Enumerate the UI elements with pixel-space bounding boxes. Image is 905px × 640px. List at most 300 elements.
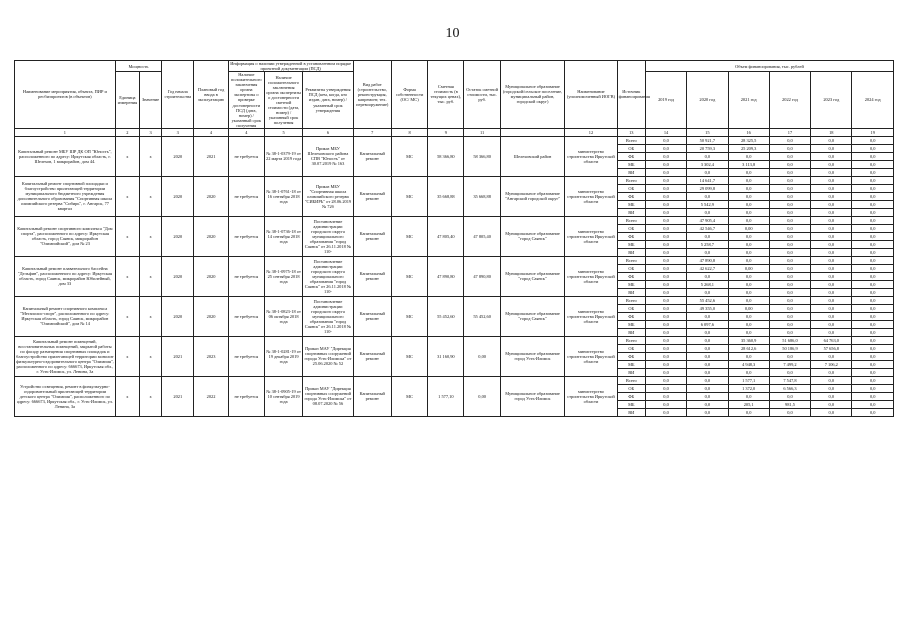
start-year: 2020 bbox=[162, 216, 194, 256]
funding-amount: 0,0 bbox=[645, 168, 686, 176]
funding-amount: 0,0 bbox=[811, 280, 852, 288]
capacity-value: x bbox=[139, 176, 161, 216]
funding-amount: 28 612,6 bbox=[728, 344, 769, 352]
ownership-form: МС bbox=[391, 376, 427, 416]
funding-amount: 0,0 bbox=[728, 392, 769, 400]
funding-amount: 0,0 bbox=[811, 144, 852, 152]
funding-amount: 29 099,8 bbox=[687, 184, 728, 192]
funding-amount: 0,0 bbox=[811, 216, 852, 224]
header-source: Источник финансирования bbox=[617, 61, 645, 129]
funding-amount: 0,0 bbox=[769, 200, 810, 208]
funding-amount: 0,0 bbox=[852, 160, 894, 168]
remaining-cost: 47 805,40 bbox=[464, 216, 500, 256]
funding-amount: 0,0 bbox=[728, 352, 769, 360]
funding-amount: 0,0 bbox=[852, 280, 894, 288]
work-type: Капитальный ремонт bbox=[353, 296, 391, 336]
psd-approval: Приказ МБУ Шелеховского района СПВ "Юность" от 30.07.2019 № 163 bbox=[303, 136, 353, 176]
psd-approval: Приказ МАУ "Дирекция спортивных сооружений города Усть-Илимска" от 08.07.2020 № 56 bbox=[303, 376, 353, 416]
start-year: 2020 bbox=[162, 136, 194, 176]
funding-amount: 981,5 bbox=[769, 400, 810, 408]
estimate-cost: 47 890,80 bbox=[428, 256, 464, 296]
investment-table bbox=[14, 60, 894, 417]
funding-amount: 0,0 bbox=[811, 232, 852, 240]
header-work-type: Вид работ (строительство, реконструкция, капремонт, тех. перевооружение) bbox=[353, 61, 391, 129]
funding-amount: 0,0 bbox=[728, 408, 769, 416]
funding-amount: 0,0 bbox=[852, 360, 894, 368]
municipality: Муниципальное образование город Усть-Илимск bbox=[500, 376, 565, 416]
funding-amount: 0,0 bbox=[728, 240, 769, 248]
funding-amount: 0,0 bbox=[769, 272, 810, 280]
funding-amount: 0,0 bbox=[852, 168, 894, 176]
funding-amount: 4 948,3 bbox=[728, 360, 769, 368]
funding-source: ОБ bbox=[617, 144, 645, 152]
expertise-status: не требуется bbox=[228, 256, 264, 296]
funding-amount: 0,0 bbox=[769, 256, 810, 264]
funding-amount: 7 499,2 bbox=[769, 360, 810, 368]
funding-amount: 0,0 bbox=[769, 208, 810, 216]
funding-source: Всего bbox=[617, 216, 645, 224]
funding-amount: 0,0 bbox=[687, 192, 728, 200]
funding-amount: 0,0 bbox=[687, 336, 728, 344]
funding-amount: 0,0 bbox=[687, 288, 728, 296]
funding-amount: 49 355,0 bbox=[687, 304, 728, 312]
funding-amount: 51 686,0 bbox=[769, 336, 810, 344]
psd-approval: Постановление администрации городского округа муниципального образования "город Саянск" от 26.11.2018 № 110- bbox=[303, 216, 353, 256]
object-name: Капитальный ремонт спортивной площадки и благоустройство прилегающей территории муниципального бюджетного учреждения дополнительного образования "Спортивная школа олимпийского резерва "Сибирь", г. Ангарск, 77 квартал bbox=[15, 176, 116, 216]
ownership-form: МС bbox=[391, 336, 427, 376]
funding-amount: 0,0 bbox=[687, 352, 728, 360]
column-number: 1 bbox=[15, 128, 116, 136]
table-row bbox=[15, 296, 894, 304]
expertise-status: не требуется bbox=[228, 136, 264, 176]
funding-amount: 0,0 bbox=[811, 240, 852, 248]
column-number: 6 bbox=[303, 128, 353, 136]
capacity-value: x bbox=[139, 256, 161, 296]
funding-amount: 0,0 bbox=[728, 320, 769, 328]
column-number: 17 bbox=[769, 128, 810, 136]
funding-amount: 0,0 bbox=[728, 272, 769, 280]
funding-amount: 0,0 bbox=[852, 408, 894, 416]
funding-amount: 6 097,6 bbox=[687, 320, 728, 328]
column-number: 11 bbox=[464, 128, 500, 136]
estimate-cost: 47 805,40 bbox=[428, 216, 464, 256]
expertise-status: не требуется bbox=[228, 336, 264, 376]
ownership-form: МС bbox=[391, 176, 427, 216]
municipality: Муниципальное образование "Ангарский городской округ" bbox=[500, 176, 565, 216]
expertise-status: не требуется bbox=[228, 216, 264, 256]
funding-amount: 0,0 bbox=[852, 312, 894, 320]
funding-amount: 0,0 bbox=[811, 296, 852, 304]
funding-amount: 0,0 bbox=[769, 144, 810, 152]
funding-amount: 0,0 bbox=[769, 216, 810, 224]
funding-amount: 0,0 bbox=[811, 200, 852, 208]
municipality: Муниципальное образование город Усть-Илимск bbox=[500, 336, 565, 376]
funding-amount: 0,0 bbox=[728, 280, 769, 288]
column-number: 8 bbox=[391, 128, 427, 136]
funding-amount: 0,0 bbox=[728, 232, 769, 240]
funding-amount: 0,0 bbox=[645, 296, 686, 304]
funding-amount: 0,0 bbox=[811, 384, 852, 392]
funding-amount: 0,0 bbox=[728, 216, 769, 224]
header-ownership: Форма собственности (ОС/ МС) bbox=[391, 61, 427, 129]
funding-amount: 0,0 bbox=[769, 168, 810, 176]
header-customer: Наименование (уполномоченный ИОГВ) bbox=[565, 61, 617, 129]
funding-amount: 14 641,7 bbox=[687, 176, 728, 184]
capacity-unit: x bbox=[115, 136, 139, 176]
funding-amount: 0,0 bbox=[687, 328, 728, 336]
funding-amount: 0,0 bbox=[811, 176, 852, 184]
funding-amount: 0,0 bbox=[852, 256, 894, 264]
funding-amount: 42 622,7 bbox=[687, 264, 728, 272]
funding-amount: 25 209,3 bbox=[728, 144, 769, 152]
funding-amount: 0,0 bbox=[645, 368, 686, 376]
column-number: 13 bbox=[617, 128, 645, 136]
funding-amount: 1 577,1 bbox=[728, 376, 769, 384]
psd-approval: Постановление администрации городского округа муниципального образования "город Саянск" от 26.11.2018 № 110- bbox=[303, 296, 353, 336]
column-number: 3 bbox=[162, 128, 194, 136]
funding-source: МБ bbox=[617, 320, 645, 328]
funding-amount: 0,0 bbox=[769, 328, 810, 336]
funding-amount: 0,0 bbox=[687, 312, 728, 320]
funding-amount: 0,0 bbox=[769, 392, 810, 400]
funding-amount: 0,0 bbox=[852, 176, 894, 184]
header-unit: Единица измерения bbox=[115, 72, 139, 129]
expertise-status: не требуется bbox=[228, 296, 264, 336]
work-type: Капитальный ремонт bbox=[353, 336, 391, 376]
funding-amount: 0,0 bbox=[852, 400, 894, 408]
funding-amount: 0,0 bbox=[769, 368, 810, 376]
funding-amount: 0,00 bbox=[728, 224, 769, 232]
funding-amount: 47 905,4 bbox=[687, 216, 728, 224]
funding-amount: 0,0 bbox=[687, 400, 728, 408]
funding-source: ФБ bbox=[617, 312, 645, 320]
funding-amount: 0,0 bbox=[687, 344, 728, 352]
funding-amount: 0,0 bbox=[645, 160, 686, 168]
funding-source: МБ bbox=[617, 280, 645, 288]
funding-amount: 0,0 bbox=[645, 408, 686, 416]
funding-amount: 0,0 bbox=[811, 184, 852, 192]
funding-amount: 0,0 bbox=[728, 256, 769, 264]
table-row bbox=[15, 176, 894, 184]
funding-amount: 0,0 bbox=[769, 264, 810, 272]
funding-amount: 0,0 bbox=[645, 344, 686, 352]
funding-source: ВИ bbox=[617, 328, 645, 336]
funding-amount: 0,0 bbox=[645, 280, 686, 288]
header-approval-info: Информация о наличии утвержденной в установленном порядке проектной документации (ПСД) bbox=[228, 61, 353, 72]
customer: министерство строительства Иркутской области bbox=[565, 216, 617, 256]
capacity-unit: x bbox=[115, 296, 139, 336]
funding-amount: 0,0 bbox=[645, 400, 686, 408]
funding-amount: 0,0 bbox=[728, 192, 769, 200]
funding-amount: 0,0 bbox=[645, 240, 686, 248]
funding-amount: 0,0 bbox=[645, 328, 686, 336]
customer: министерство строительства Иркутской области bbox=[565, 176, 617, 216]
funding-amount: 0,0 bbox=[728, 208, 769, 216]
funding-amount: 0,0 bbox=[811, 328, 852, 336]
funding-amount: 0,0 bbox=[645, 264, 686, 272]
funding-source: ВИ bbox=[617, 208, 645, 216]
funding-source: МБ bbox=[617, 240, 645, 248]
funding-source: ФБ bbox=[617, 392, 645, 400]
funding-amount: 0,0 bbox=[852, 384, 894, 392]
capacity-unit: x bbox=[115, 256, 139, 296]
funding-amount: 0,0 bbox=[687, 232, 728, 240]
header-estimate: Сметная стоимость (в текущих ценах), тыс. руб. bbox=[428, 61, 464, 129]
funding-source: ФБ bbox=[617, 152, 645, 160]
table-row bbox=[15, 256, 894, 264]
header-year: 2019 год bbox=[645, 72, 686, 129]
municipality: Муниципальное образование "город Саянск" bbox=[500, 216, 565, 256]
funding-amount: 5 268,1 bbox=[687, 280, 728, 288]
funding-amount: 0,0 bbox=[687, 392, 728, 400]
work-type: Капитальный ремонт bbox=[353, 136, 391, 176]
funding-source: ОБ bbox=[617, 344, 645, 352]
psd-approval: Приказ МБУ "Спортивная школа олимпийского резерва "СИБИРЬ" от 28.06.2019 № 72б bbox=[303, 176, 353, 216]
funding-amount: 0,0 bbox=[728, 176, 769, 184]
funding-amount: 0,0 bbox=[852, 344, 894, 352]
funding-amount: 0,0 bbox=[769, 312, 810, 320]
funding-amount: 0,0 bbox=[645, 360, 686, 368]
funding-amount: 0,0 bbox=[687, 384, 728, 392]
funding-amount: 0,0 bbox=[811, 208, 852, 216]
funding-source: Всего bbox=[617, 376, 645, 384]
funding-amount: 0,0 bbox=[811, 368, 852, 376]
column-number: 2 bbox=[115, 128, 139, 136]
funding-amount: 0,00 bbox=[728, 304, 769, 312]
header-year: 2021 год bbox=[728, 72, 769, 129]
funding-amount: 0,0 bbox=[852, 152, 894, 160]
customer: министерство строительства Иркутской области bbox=[565, 336, 617, 376]
funding-amount: 0,0 bbox=[811, 320, 852, 328]
funding-amount: 0,0 bbox=[769, 176, 810, 184]
funding-source: ВИ bbox=[617, 248, 645, 256]
capacity-value: x bbox=[139, 376, 161, 416]
header-financing: Объем финансирования, тыс. рублей bbox=[645, 61, 893, 72]
remaining-cost: 55 452,60 bbox=[464, 296, 500, 336]
funding-amount: 0,0 bbox=[852, 248, 894, 256]
funding-amount: 0,0 bbox=[811, 168, 852, 176]
remaining-cost: 47 890,80 bbox=[464, 256, 500, 296]
funding-amount: 0,0 bbox=[811, 408, 852, 416]
header-expertise-cost: Наличие положительного заключения органа экспертизы о достоверности сметной стоимости (дата, номер) / указанный срок получения bbox=[264, 72, 302, 129]
funding-amount: 0,0 bbox=[769, 248, 810, 256]
funding-amount: 0,0 bbox=[645, 304, 686, 312]
object-name: Капитальный ремонт МБУ ШР ДК ОП "Юность", расположенного по адресу: Иркутская область, г. Шелехов, 1 микрорайон, дом 44. bbox=[15, 136, 116, 176]
funding-amount: 7 106,2 bbox=[811, 360, 852, 368]
funding-amount: 0,0 bbox=[769, 288, 810, 296]
funding-source: ОБ bbox=[617, 224, 645, 232]
funding-source: ВИ bbox=[617, 168, 645, 176]
funding-amount: 0,0 bbox=[728, 248, 769, 256]
funding-amount: 0,0 bbox=[687, 248, 728, 256]
funding-source: МБ bbox=[617, 400, 645, 408]
funding-source: ФБ bbox=[617, 192, 645, 200]
column-number bbox=[500, 128, 565, 136]
funding-amount: 3 302,4 bbox=[687, 160, 728, 168]
funding-amount: 0,0 bbox=[645, 184, 686, 192]
expertise-cost-conclusion: № 38-1-0281-19 от 19 декабря 2019 года bbox=[264, 336, 302, 376]
funding-amount: 0,0 bbox=[769, 352, 810, 360]
funding-source: ФБ bbox=[617, 352, 645, 360]
customer: министерство строительства Иркутской области bbox=[565, 136, 617, 176]
funding-amount: 0,0 bbox=[728, 200, 769, 208]
funding-amount: 0,0 bbox=[852, 200, 894, 208]
funding-source: ВИ bbox=[617, 368, 645, 376]
funding-amount: 0,0 bbox=[811, 256, 852, 264]
funding-amount: 0,0 bbox=[852, 304, 894, 312]
municipality: Муниципальное образование "город Саянск" bbox=[500, 256, 565, 296]
work-type: Капитальный ремонт bbox=[353, 376, 391, 416]
column-number: 18 bbox=[811, 128, 852, 136]
end-year: 2020 bbox=[194, 176, 228, 216]
funding-amount: 0,0 bbox=[645, 384, 686, 392]
funding-amount: 0,0 bbox=[852, 336, 894, 344]
table-row bbox=[15, 376, 894, 384]
funding-amount: 50 921,7 bbox=[687, 136, 728, 144]
funding-amount: 20 759,3 bbox=[687, 144, 728, 152]
expertise-cost-conclusion: № 38-1-0761-18 от 16 сентября 2018 года bbox=[264, 176, 302, 216]
funding-amount: 0,0 bbox=[687, 168, 728, 176]
funding-amount: 0,0 bbox=[811, 160, 852, 168]
estimate-cost: 55 452,60 bbox=[428, 296, 464, 336]
funding-amount: 1 372,0 bbox=[728, 384, 769, 392]
funding-amount: 0,0 bbox=[811, 272, 852, 280]
customer: министерство строительства Иркутской области bbox=[565, 256, 617, 296]
funding-source: Всего bbox=[617, 136, 645, 144]
start-year: 2020 bbox=[162, 296, 194, 336]
expertise-cost-conclusion: № 38-1-0905-19 от 10 сентября 2019 года bbox=[264, 376, 302, 416]
funding-amount: 0,0 bbox=[852, 320, 894, 328]
funding-amount: 0,0 bbox=[645, 256, 686, 264]
column-number: 16 bbox=[728, 128, 769, 136]
end-year: 2023 bbox=[194, 336, 228, 376]
funding-amount: 0,0 bbox=[645, 176, 686, 184]
start-year: 2021 bbox=[162, 336, 194, 376]
ownership-form: МС bbox=[391, 216, 427, 256]
column-number: 5 bbox=[264, 128, 302, 136]
work-type: Капитальный ремонт bbox=[353, 256, 391, 296]
funding-amount: 0,0 bbox=[852, 208, 894, 216]
header-municipality: Муниципальное образование (городской/сельское поселение, муниципальный район, городской округ) bbox=[500, 61, 565, 129]
funding-amount: 0,0 bbox=[687, 208, 728, 216]
capacity-unit: x bbox=[115, 376, 139, 416]
column-number: 15 bbox=[687, 128, 728, 136]
funding-amount: 0,0 bbox=[769, 184, 810, 192]
funding-amount: 0,0 bbox=[852, 232, 894, 240]
object-name: Капитальный ремонт спортивного комплекса "Мегаполис-спорт", расположенного по адресу: Иркутская область, город Саянск, микрорайон "Олимпийский", дом № 14 bbox=[15, 296, 116, 336]
end-year: 2020 bbox=[194, 296, 228, 336]
funding-amount: 0,0 bbox=[852, 264, 894, 272]
column-number: 3 bbox=[139, 128, 161, 136]
column-number: 4 bbox=[228, 128, 264, 136]
funding-source: ФБ bbox=[617, 272, 645, 280]
funding-source: Всего bbox=[617, 256, 645, 264]
header-expertise-need: Наличие положительного заключения органа экспертизы о проверке достоверности ПСД (дата, номер) / указанный срок получения bbox=[228, 72, 264, 129]
funding-amount: 0,0 bbox=[852, 392, 894, 400]
end-year: 2020 bbox=[194, 216, 228, 256]
funding-amount: 6 566,3 bbox=[769, 384, 810, 392]
header-start-year: Год начала строительства bbox=[162, 61, 194, 129]
funding-amount: 0,0 bbox=[852, 184, 894, 192]
funding-amount: 0,0 bbox=[645, 376, 686, 384]
funding-amount: 0,0 bbox=[645, 248, 686, 256]
funding-source: ОБ bbox=[617, 264, 645, 272]
header-psd-details: Реквизиты утверждения ПСД (кем, когда, кто издан, дата, номер) / указанный срок утверждения bbox=[303, 72, 353, 129]
funding-amount: 0,0 bbox=[728, 288, 769, 296]
estimate-cost: 35 668,88 bbox=[428, 176, 464, 216]
funding-amount: 0,0 bbox=[687, 376, 728, 384]
funding-amount: 0,0 bbox=[645, 288, 686, 296]
estimate-cost: 31 160,90 bbox=[428, 336, 464, 376]
municipality: Шелеховский район bbox=[500, 136, 565, 176]
header-end-year: Плановый год ввода в эксплуатацию bbox=[194, 61, 228, 129]
expertise-cost-conclusion: № 38-1-0975-18 от 25 сентября 2018 года bbox=[264, 256, 302, 296]
capacity-value: x bbox=[139, 216, 161, 256]
ownership-form: МС bbox=[391, 256, 427, 296]
funding-amount: 0,0 bbox=[728, 296, 769, 304]
column-number: 4 bbox=[194, 128, 228, 136]
funding-amount: 0,0 bbox=[645, 152, 686, 160]
header-year: 2020 год bbox=[687, 72, 728, 129]
object-name: Устройство освещения, ремонт в физкультурно-оздоровительный прилегающей территории детского центра "Олимпия", расположенного по адресу: 666673, Иркутская обл., г. Усть-Илимск, ул. Ленина, 3а bbox=[15, 376, 116, 416]
funding-amount: 0,0 bbox=[852, 240, 894, 248]
funding-amount: 0,0 bbox=[769, 296, 810, 304]
funding-amount: 0,0 bbox=[728, 152, 769, 160]
funding-amount: 0,0 bbox=[728, 312, 769, 320]
funding-amount: 0,0 bbox=[728, 328, 769, 336]
funding-amount: 42 546,7 bbox=[687, 224, 728, 232]
column-number: 7 bbox=[353, 128, 391, 136]
object-name: Капитальный ремонт помещений, восстановительных помещений, закрытой работы по фасаду размещения спортивных площадок и благоустройство прилегающей территории монолит физкультурно-оздоровительного центра "Олимпия", расположенного по адресу: 666673, Иркутская обл., г. Усть-Илимск, ул. Ленина, 3а bbox=[15, 336, 116, 376]
expertise-cost-conclusion: № 38-1-0823-18 от 06 октября 2018 года bbox=[264, 296, 302, 336]
funding-amount: 0,0 bbox=[811, 304, 852, 312]
funding-source: Всего bbox=[617, 296, 645, 304]
funding-amount: 0,0 bbox=[852, 376, 894, 384]
capacity-value: x bbox=[139, 136, 161, 176]
funding-source: МБ bbox=[617, 360, 645, 368]
funding-amount: 0,0 bbox=[852, 296, 894, 304]
capacity-unit: x bbox=[115, 176, 139, 216]
funding-amount: 0,0 bbox=[852, 192, 894, 200]
funding-amount: 0,0 bbox=[852, 144, 894, 152]
header-year: 2024 год bbox=[852, 72, 894, 129]
funding-source: ОБ bbox=[617, 184, 645, 192]
funding-amount: 0,0 bbox=[645, 216, 686, 224]
customer: министерство строительства Иркутской области bbox=[565, 296, 617, 336]
funding-amount: 0,0 bbox=[728, 184, 769, 192]
estimate-cost: 1 577,10 bbox=[428, 376, 464, 416]
object-name: Капитальный ремонт спортивного комплекса "Дом спорта", расположенного по адресу: Иркутская область, город Саянск, микрорайон "Олимпийский", дом № 23 bbox=[15, 216, 116, 256]
funding-amount: 0,0 bbox=[645, 200, 686, 208]
funding-amount: 0,0 bbox=[769, 240, 810, 248]
start-year: 2020 bbox=[162, 176, 194, 216]
funding-amount: 0,0 bbox=[645, 208, 686, 216]
funding-amount: 0,0 bbox=[645, 272, 686, 280]
funding-amount: 0,0 bbox=[687, 368, 728, 376]
remaining-cost: 35 668,88 bbox=[464, 176, 500, 216]
header-remaining: Остаток сметной стоимости, тыс. руб. bbox=[464, 61, 500, 129]
end-year: 2021 bbox=[194, 136, 228, 176]
funding-amount: 0,0 bbox=[769, 160, 810, 168]
capacity-value: x bbox=[139, 296, 161, 336]
table-row bbox=[15, 216, 894, 224]
funding-amount: 7 547,8 bbox=[769, 376, 810, 384]
expertise-status: не требуется bbox=[228, 176, 264, 216]
column-number: 14 bbox=[645, 128, 686, 136]
funding-amount: 57 656,8 bbox=[811, 344, 852, 352]
funding-amount: 0,0 bbox=[645, 336, 686, 344]
funding-amount: 0,0 bbox=[645, 192, 686, 200]
